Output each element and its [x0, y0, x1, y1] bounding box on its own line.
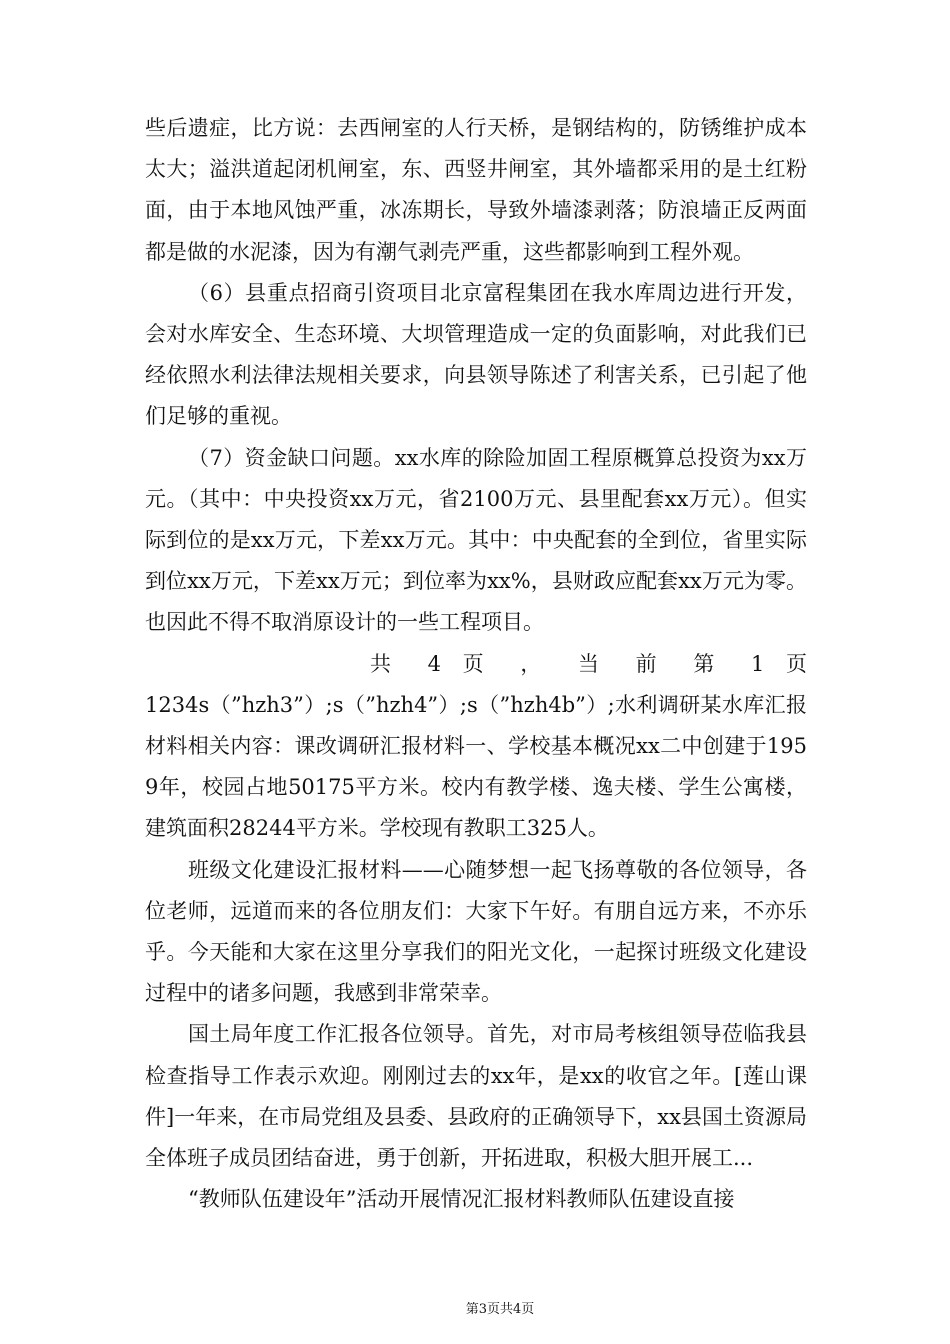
paragraph-after-effects: 些后遗症，比方说：去西闸室的人行天桥，是钢结构的，防锈维护成本太大；溢洪道起闭机闸室，东、西竖井闸室，其外墙都采用的是土红粉面，由于本地风蚀严重，冰冻期长，导致外墙漆剥落；防浪墙正反两面都是做的水泥漆，因为有潮气剥壳严重，这些都影响到工程外观。: [145, 116, 807, 264]
paragraph-land-bureau: 国土局年度工作汇报各位领导。首先，对市局考核组领导莅临我县检查指导工作表示欢迎。刚刚过去的xx年，是xx的收官之年。[莲山课件]一年来，在市局党组及县委、县政府的正确领导下，xx县国土资源局全体班子成员团结奋进，勇于创新，开拓进取，积极大胆开展工...: [145, 1022, 807, 1171]
page-count-line: 共 4 页 ， 当 前 第 1 页: [370, 651, 807, 676]
paragraph-item-6: （6）县重点招商引资项目北京富程集团在我水库周边进行开发，会对水库安全、生态环境、大坝管理造成一定的负面影响，对此我们已经依照水利法律法规相关要求，向县领导陈述了利害关系，已引起了他们足够的重视。: [145, 280, 807, 429]
document-body: [145, 108, 807, 1220]
page-footer: 第3页共4页: [465, 1302, 535, 1317]
paragraph-item-7-funding-gap: （7）资金缺口问题。xx水库的除险加固工程原概算总投资为xx万元。（其中：中央投资xx万元，省2100万元、县里配套xx万元）。但实际到位的是xx万元，下差xx万元。其中：中央配套的全到位，省里实际到位xx万元，下差xx万元；到位率为xx%，县财政应配套xx万元为零。也因此不得不取消原设计的一些工程项目。: [145, 445, 807, 635]
paragraph-teacher-team: “教师队伍建设年”活动开展情况汇报材料教师队伍建设直接: [188, 1187, 735, 1212]
paragraph-related-content: 1234s（”hzh3”）;s（”hzh4”）;s（”hzh4b”）;水利调研某水库汇报材料相关内容：课改调研汇报材料一、学校基本概况xx二中创建于1959年，校园占地50175平方米。校内有教学楼、逸夫楼、学生公寓楼，建筑面积28244平方米。学校现有教职工325人。: [145, 692, 807, 841]
paragraph-class-culture: 班级文化建设汇报材料——心随梦想一起飞扬尊敬的各位领导，各位老师，远道而来的各位朋友们：大家下午好。有朋自远方来，不亦乐乎。今天能和大家在这里分享我们的阳光文化，一起探讨班级文化建设过程中的诸多问题，我感到非常荣幸。: [145, 857, 807, 1006]
